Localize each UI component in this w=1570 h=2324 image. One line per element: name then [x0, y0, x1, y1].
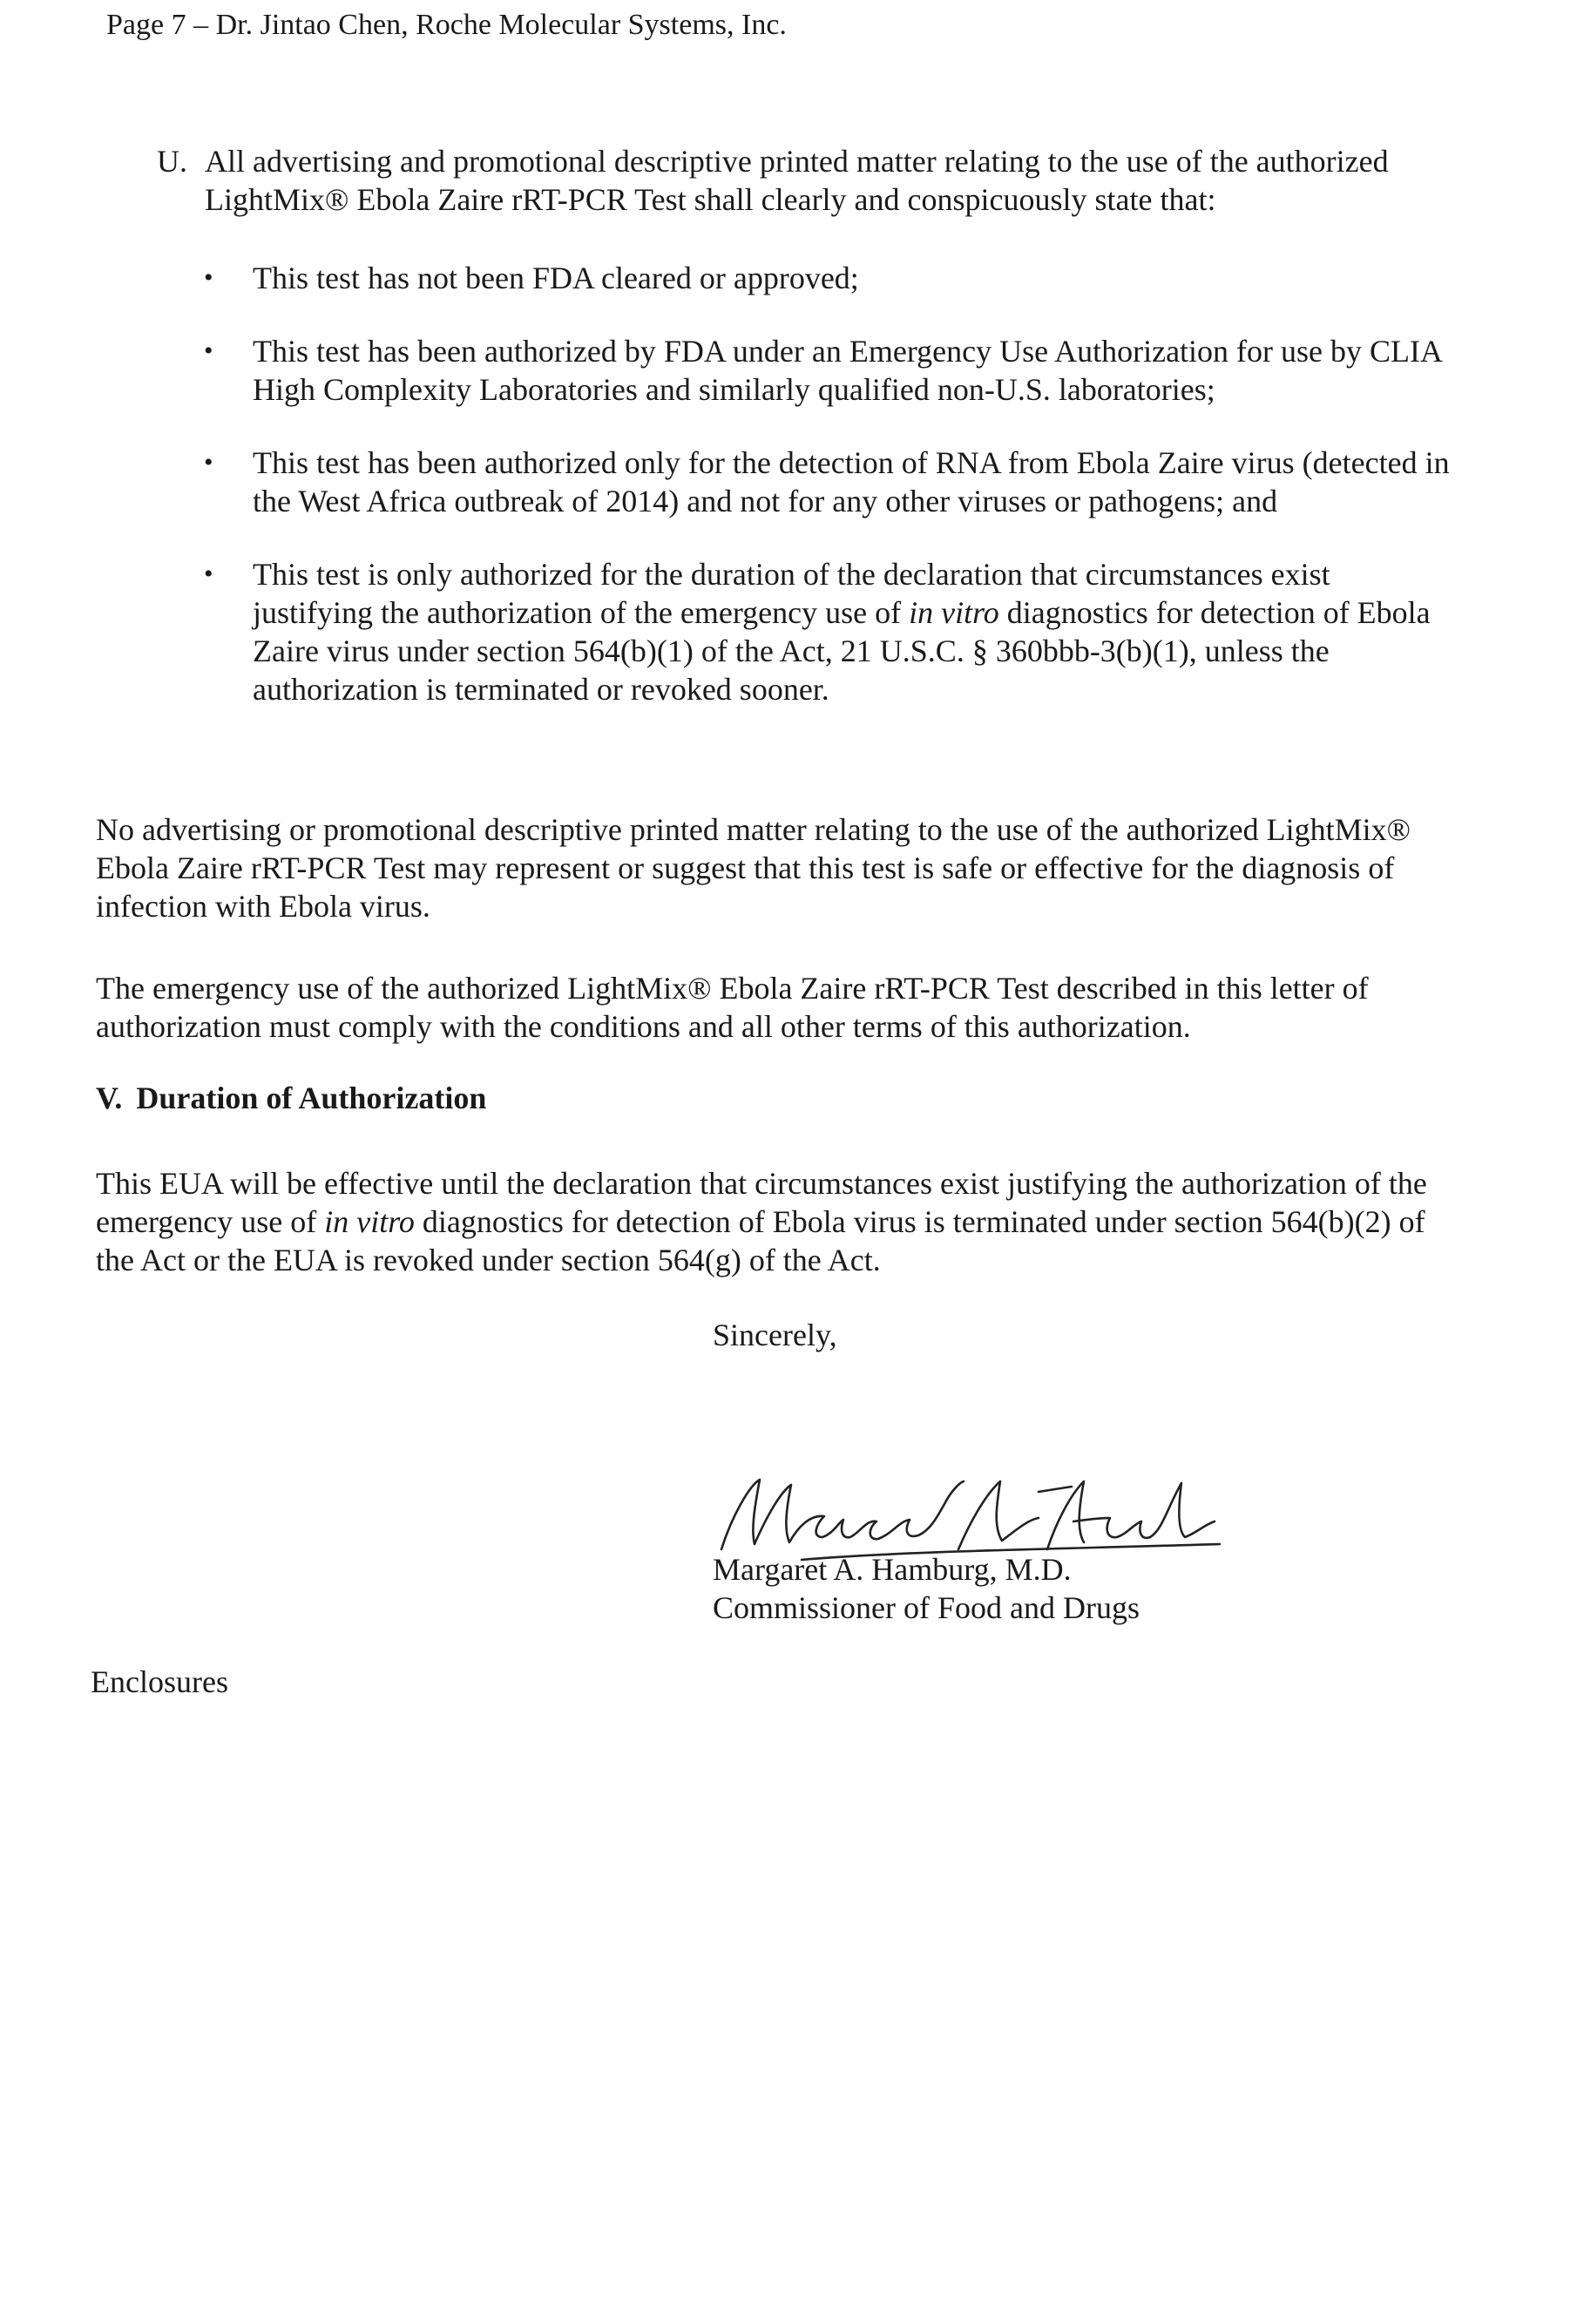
bullet-text-part: diagnostics for detection of Ebola Zaire virus under section 564(b)(1) of the Act, 21 U.S.C. § 360bbb-3(b)(1), unless the authorization is terminated or revoked sooner.	[253, 595, 1431, 707]
bullet-text-part: This test is only authorized for the duration of the declaration that circumstances exist justifying the authorization of the emergency use of	[253, 557, 1330, 630]
bullet-item	[200, 332, 1455, 409]
section-number: V.	[96, 1081, 123, 1115]
bullet-item	[200, 444, 1455, 520]
paragraph-advertising: No advertising or promotional descriptive printed matter relating to the use of the authorized LightMix® Ebola Zaire rRT-PCR Test may represent or suggest that this test is safe or effective for the diagnosis of infection with Ebola virus.	[96, 812, 1411, 924]
page-header: Page 7 – Dr. Jintao Chen, Roche Molecular Systems, Inc.	[106, 9, 787, 41]
section-heading	[96, 1079, 486, 1117]
paragraph-duration	[96, 1164, 1455, 1279]
bullet-icon: •	[204, 263, 213, 292]
bullet-icon: •	[204, 559, 213, 588]
italic-term: in vitro	[909, 595, 999, 630]
bullet-icon: •	[204, 336, 213, 365]
bullet-item	[200, 259, 1455, 297]
signatory-name: Margaret A. Hamburg, M.D.	[713, 1552, 1072, 1587]
bullet-list	[200, 259, 1455, 743]
bullet-text: This test has been authorized only for the detection of RNA from Ebola Zaire virus (detected in the West Africa outbreak of 2014) and not for any other viruses or pathogens; and	[253, 445, 1450, 518]
paragraph-part: This EUA will be effective until the declaration that circumstances exist justifying the authorization of the emergency use of	[96, 1166, 1427, 1239]
bullet-text	[253, 557, 1431, 707]
bullet-item	[200, 555, 1455, 708]
list-item-u	[157, 142, 1481, 219]
bullet-text: This test has been authorized by FDA under an Emergency Use Authorization for use by CLIA High Complexity Laboratories and similarly qualified non-U.S. laboratories;	[253, 334, 1442, 407]
signatory-title: Commissioner of Food and Drugs	[713, 1590, 1140, 1625]
item-marker: U.	[157, 144, 187, 179]
paragraph-emergency-use: The emergency use of the authorized LightMix® Ebola Zaire rRT-PCR Test described in this letter of authorization must comply with the conditions and all other terms of this authorization.	[96, 971, 1369, 1044]
paragraph-part: diagnostics for detection of Ebola virus is terminated under section 564(b)(2) of the Act or the EUA is revoked under section 564(g) of the Act.	[96, 1204, 1425, 1277]
closing: Sincerely,	[713, 1318, 837, 1352]
section-title: Duration of Authorization	[136, 1081, 487, 1115]
enclosures-label: Enclosures	[91, 1664, 228, 1699]
bullet-icon: •	[204, 448, 213, 477]
italic-term: in vitro	[324, 1204, 415, 1239]
item-u-text: All advertising and promotional descriptive printed matter relating to the use of the authorized LightMix® Ebola Zaire rRT-PCR Test shall clearly and conspicuously state that:	[205, 144, 1389, 217]
bullet-text: This test has not been FDA cleared or approved;	[253, 261, 859, 295]
